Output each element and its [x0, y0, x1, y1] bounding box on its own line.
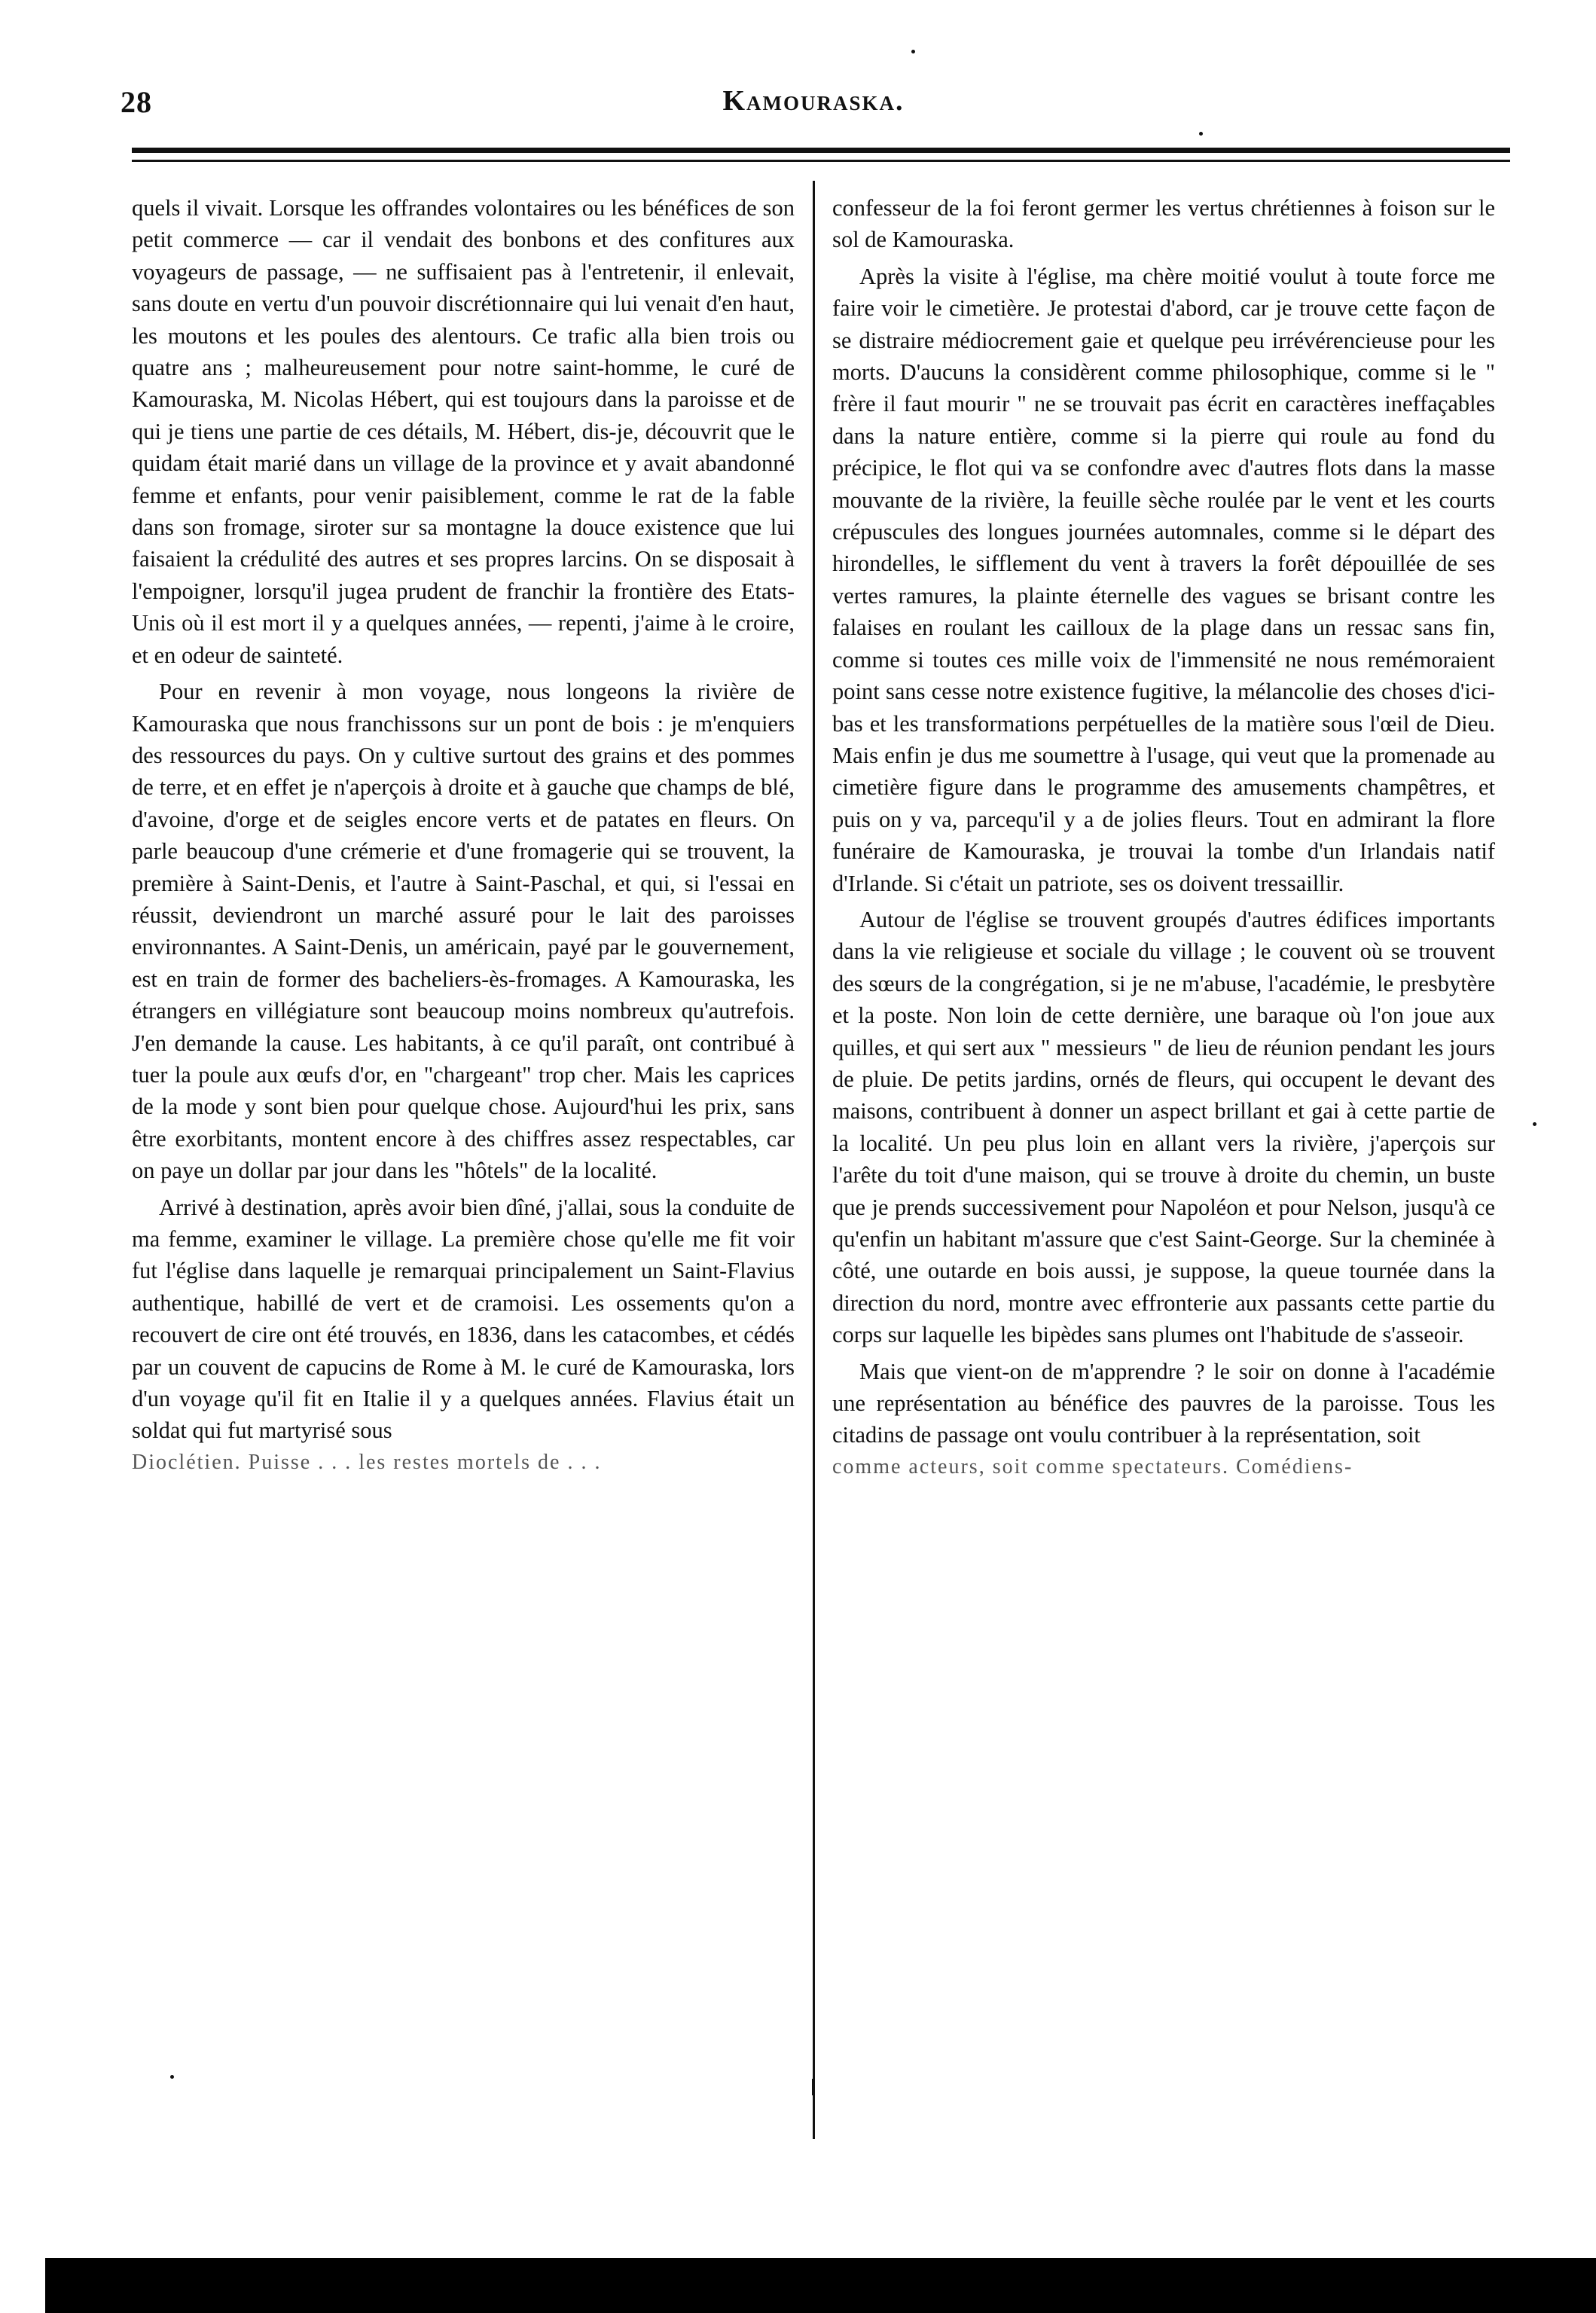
- ink-speck: [170, 2075, 174, 2079]
- header-rule-thin: [132, 160, 1510, 162]
- ink-speck: [1199, 132, 1203, 136]
- paragraph: Pour en revenir à mon voyage, nous longeons la rivière de Kamouraska que nous franchissons sur un pont de bois : je m'enquiers des ressources du pays. On y cultive surtout des grains et des pommes de terre, et en effet je n'aperçois à droite et à gauche que champs de blé, d'avoine, d'orge et de seigles encore verts et de patates en fleurs. On parle beaucoup d'une crémerie et d'une fromagerie qui se trouvent, la première à Saint-Denis, et l'autre à Saint-Paschal, et qui, si l'essai en réussit, deviendront un marché assuré pour le lait des paroisses environnantes. A Saint-Denis, un américain, payé par le gouvernement, est en train de former des bacheliers-ès-fromages. A Kamouraska, les étrangers en villégiature sont beaucoup moins nombreux qu'autrefois. J'en demande la cause. Les habitants, à ce qu'il paraît, ont contribué à tuer la poule aux œufs d'or, en "chargeant" trop cher. Mais les caprices de la mode y sont bien pour quelque chose. Aujourd'hui les prix, sans être exorbitants, montent encore à des chiffres assez respectables, car on paye un dollar par jour dans les "hôtels" de la localité.: [132, 679, 795, 1184]
- faded-line: comme acteurs, soit comme spectateurs. Comédiens-: [832, 1454, 1353, 1478]
- header-rule-thick: [132, 148, 1510, 153]
- left-column: [132, 192, 795, 1478]
- running-title: Kamouraska.: [722, 85, 905, 117]
- paragraph: Après la visite à l'église, ma chère moitié voulut à toute force me faire voir le cimetière. Je protestai d'abord, car je trouve cette façon de se distraire médiocrement gaie et quelque peu irrévérencieuse pour les morts. D'aucuns la considèrent comme philosophique, comme si le " frère il faut mourir " ne se trouvait pas écrit en caractères ineffaçables dans la nature entière, comme si la pierre qui roule au fond du précipice, le flot qui va se confondre avec d'autres flots dans la masse mouvante de la rivière, la feuille sèche roulée par le vent et les courts crépuscules des longues journées automnales, comme si le départ des hirondelles, le sifflement du vent à travers la forêt dépouillée de ses vertes ramures, la plainte éternelle des vagues se brisant contre les falaises en roulant les cailloux de la plage dans un ressac sans fin, comme si toutes ces mille voix de l'immensité ne nous remémoraient point sans cesse notre existence fugitive, la mélancolie des choses d'ici-bas et les transformations perpétuelles de la matière sous l'œil de Dieu. Mais enfin je dus me soumettre à l'usage, qui veut que la promenade au cimetière figure dans le programme des amusements champêtres, et puis on y va, parcequ'il y a de jolies fleurs. Tout en admirant la flore funéraire de Kamouraska, je trouvai la tombe d'un Irlandais natif d'Irlande. Si c'était un patriote, ses os doivent tressaillir.: [832, 263, 1495, 896]
- ink-speck: [1533, 1122, 1536, 1126]
- page-header: [121, 84, 1506, 130]
- page-number: 28: [121, 85, 152, 119]
- paragraph: quels il vivait. Lorsque les offrandes volontaires ou les bénéfices de son petit commerce — car il vendait des bonbons et des confitures aux voyageurs de passage, — ne suffisaient pas à l'entretenir, il enlevait, sans doute en vertu d'un pouvoir discrétionnaire qui lui venait d'en haut, les moutons et les poules des alentours. Ce trafic alla bien trois ou quatre ans ; malheureusement pour notre saint-homme, le curé de Kamouraska, M. Nicolas Hébert, qui est toujours dans la paroisse et de qui je tiens une partie de ces détails, M. Hébert, dis-je, découvrit que le quidam était marié dans un village de la province et y avait abandonné femme et enfants, pour venir paisiblement, comme le rat de la fable dans son fromage, siroter sur sa montagne la douce existence que lui faisaient la crédulité des autres et ses propres larcins. On se disposait à l'empoigner, lorsqu'il jugea prudent de franchir la frontière des Etats-Unis où il est mort il y a quelques années, — repenti, j'aime à le croire, et en odeur de sainteté.: [132, 195, 795, 668]
- ink-speck: [911, 50, 915, 53]
- page-edge-shadow: [45, 2258, 1596, 2313]
- column-divider: [813, 181, 815, 2139]
- faded-line: Dioclétien. Puisse . . . les restes mortels de . . .: [132, 1450, 602, 1474]
- paragraph: confesseur de la foi feront germer les vertus chrétiennes à foison sur le sol de Kamouraska.: [832, 195, 1495, 253]
- paragraph: Mais que vient-on de m'apprendre ? le soir on donne à l'académie une représentation au bénéfice des pauvres de la paroisse. Tous les citadins de passage ont voulu contribuer à la représentation, soit: [832, 1358, 1495, 1448]
- paragraph: Arrivé à destination, après avoir bien dîné, j'allai, sous la conduite de ma femme, examiner le village. La première chose qu'elle me fit voir fut l'église dans laquelle je remarquai principalement un Saint-Flavius authentique, habillé de vert et de cramoisi. Les ossements qu'on a recouvert de cire ont été trouvés, en 1836, dans les catacombes, et cédés par un couvent de capucins de Rome à M. le curé de Kamouraska, lors d'un voyage qu'il fit en Italie il y a quelques années. Flavius était un soldat qui fut martyrisé sous: [132, 1194, 795, 1444]
- right-column: [832, 192, 1495, 1483]
- paragraph: Autour de l'église se trouvent groupés d'autres édifices importants dans la vie religieuse et sociale du village ; le couvent où se trouvent des sœurs de la congrégation, si je ne m'abuse, l'académie, le presbytère et la poste. Non loin de cette dernière, une baraque où l'on joue aux quilles, et qui sert aux " messieurs " de lieu de réunion pendant les jours de pluie. De petits jardins, ornés de fleurs, qui occupent le devant des maisons, contribuent à donner un aspect brillant et gai à cette partie de la localité. Un peu plus loin en allant vers la rivière, j'aperçois sur l'arête du toit d'une maison, qui se trouve à droite du chemin, un buste que je prends successivement pour Napoléon et pour Nelson, jusqu'à ce qu'enfin un habitant m'assure que c'est Saint-George. Sur la cheminée à côté, une outarde en bois aussi, je suppose, la queue tournée dans la direction du nord, montre avec effronterie aux passants cette partie du corps sur laquelle les bipèdes sans plumes ont l'habitude de s'asseoir.: [832, 906, 1495, 1348]
- ink-speck: [812, 2079, 815, 2095]
